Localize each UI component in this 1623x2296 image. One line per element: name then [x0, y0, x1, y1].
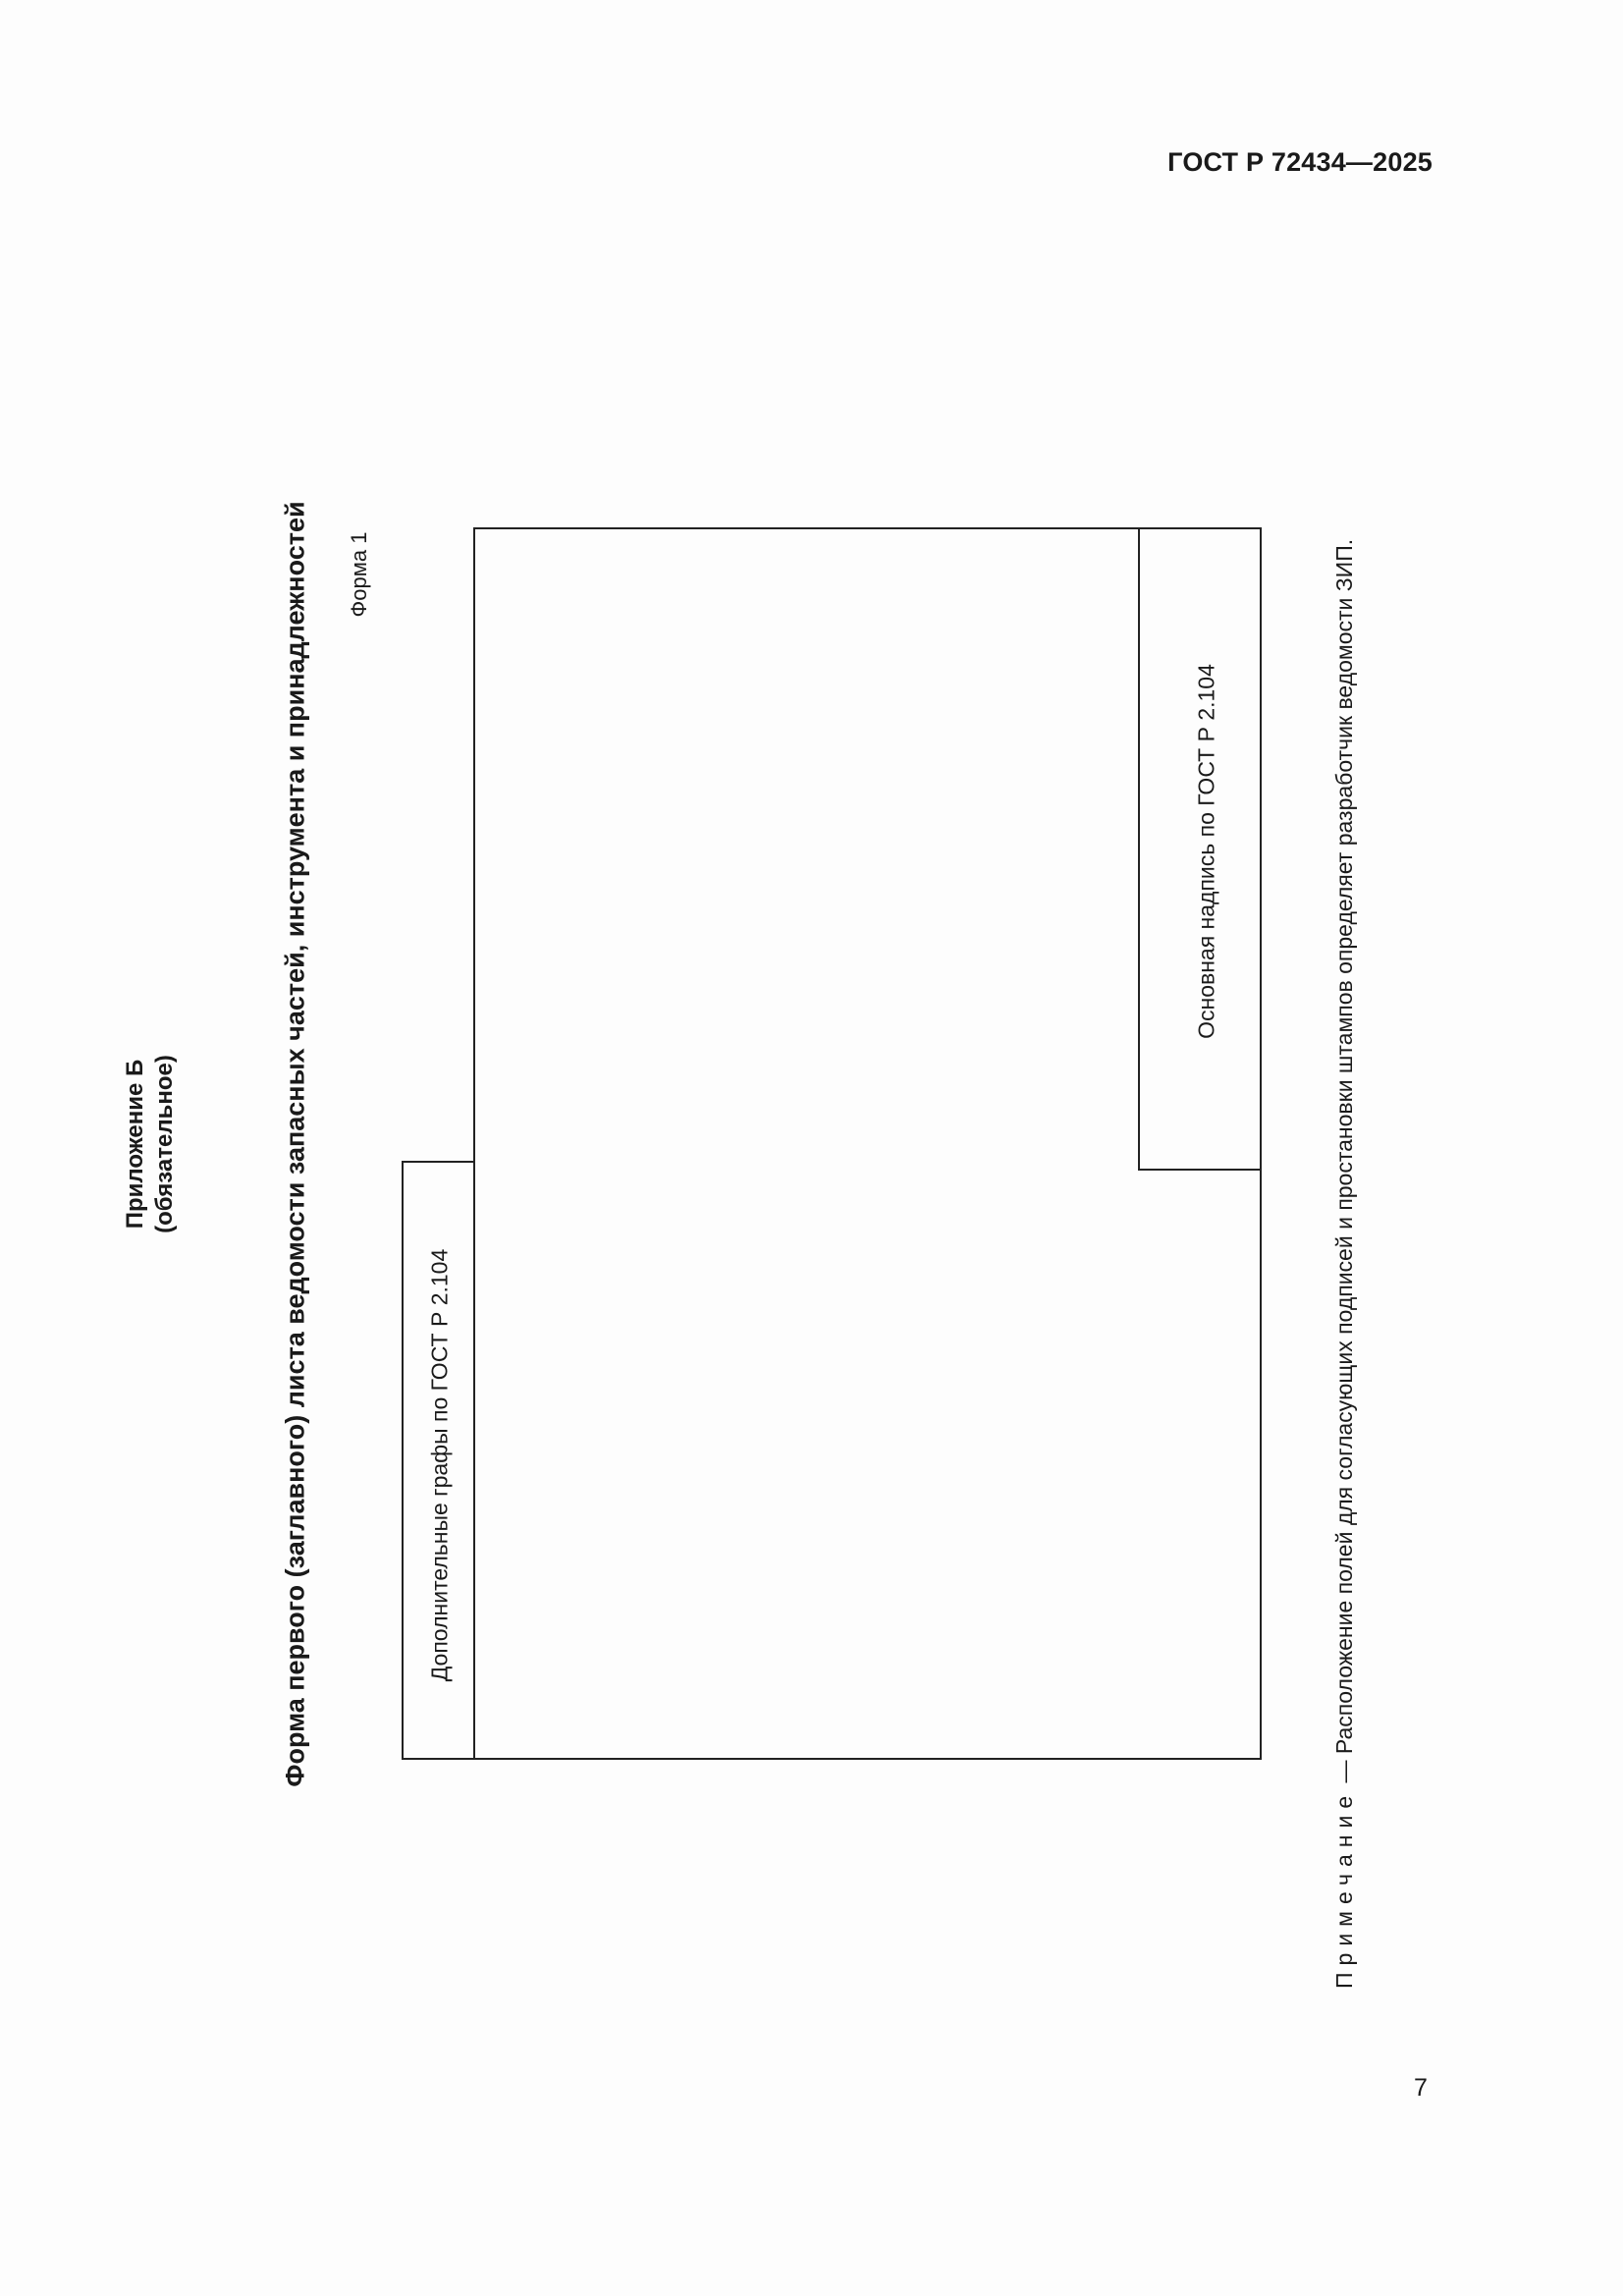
document-code: ГОСТ Р 72434—2025 [1167, 147, 1433, 177]
main-inscription-label: Основная надпись по ГОСТ Р 2.104 [1193, 664, 1219, 1039]
additional-columns-label: Дополнительные графы по ГОСТ Р 2.104 [426, 1248, 453, 1682]
form-title: Форма первого (заглавного) листа ведомости запасных частей, инструмента и принадлежностей [280, 501, 310, 1787]
appendix-title: Приложение Б [122, 1059, 148, 1230]
note-label: Примечание [1331, 1788, 1357, 1989]
extra-columns-top-border [402, 1161, 475, 1163]
appendix-status: (обязательное) [151, 1055, 178, 1233]
appendix-heading [121, 1055, 180, 1233]
frame-left-border [473, 527, 475, 1759]
form-number-label: Форма 1 [347, 531, 371, 618]
frame-right-border [1260, 527, 1262, 1759]
frame-top-border [473, 527, 1261, 529]
extra-columns-left-border [402, 1161, 404, 1760]
note [1331, 539, 1358, 1989]
page-number: 7 [1414, 2074, 1428, 2102]
frame-bottom-border [402, 1758, 1262, 1760]
note-text: — Расположение полей для согласующих подписей и простановки штампов определяет разработчик ведомости ЗИП. [1331, 538, 1357, 1789]
main-inscription-left-border [1138, 527, 1140, 1171]
main-inscription-bottom-border [1138, 1169, 1262, 1171]
